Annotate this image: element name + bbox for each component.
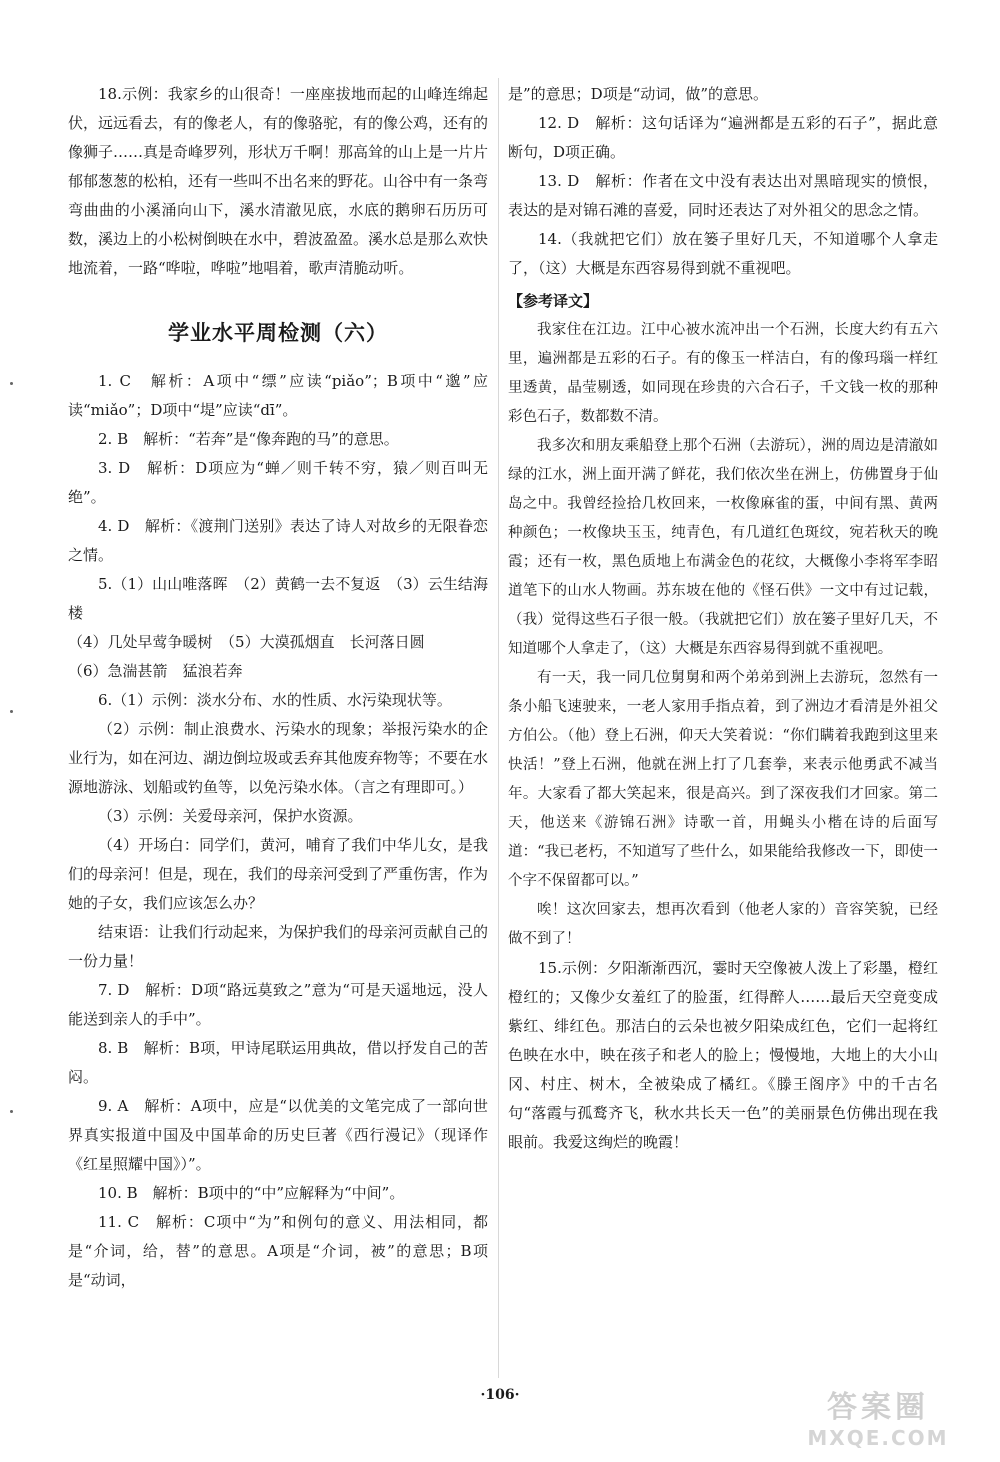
column-divider [498,78,499,1378]
answer-7: 7. D 解析：D项“路远莫致之”意为“可是天遥地远，没人能送到亲人的手中”。 [68,981,488,1028]
answer-3: 3. D 解析：D项应为“蝉／则千转不穷，猿／则百叫无绝”。 [68,459,488,506]
translation-paragraph-4: 唉！这次回家去，想再次看到（他老人家的）音容笑貌，已经做不到了！ [508,902,938,947]
answer-10: 10. B 解析：B项中的“中”应解释为“中间”。 [98,1184,405,1202]
watermark-url: MXQE.COM [807,1426,949,1450]
answer-5-line1: 5.（1）山山唯落晖 （2）黄鹤一去不复返 （3）云生结海楼 [68,575,488,622]
answer-12: 12. D 解析：这句话译为“遍洲都是五彩的石子”，据此意断句，D项正确。 [508,114,938,161]
answer-6-part1: 6.（1）示例：淡水分布、水的性质、水污染现状等。 [98,691,452,709]
watermark-text: 答案圈 [827,1390,929,1425]
section-title: 学业水平周检测（六） [168,321,388,345]
answer-6-part4: （4）开场白：同学们，黄河，哺育了我们中华儿女，是我们的母亲河！但是，现在，我们的母亲河受到了严重伤害，作为她的子女，我们应该怎么办？ [68,836,489,912]
margin-mark [10,710,13,713]
left-column [68,80,488,1295]
translation-paragraph-3: 有一天，我一同几位舅舅和两个弟弟到洲上去游玩，忽然有一条小船飞速驶来，一老人家用手指点着，到了洲边才看清是外祖父方伯公。（他）登上石洲，仰天大笑着说：“你们瞒着我跑到这里来快活！”登上石洲，他就在洲上打了几套拳，来表示他勇武不减当年。大家看了都大笑起来，很是高兴。到了深夜我们才回家。第二天，他送来《游锦石洲》诗歌一首，用蝇头小楷在诗的后面写道：“我已老朽，不知道写了些什么，如果能给我修改一下，即使一个字不保留都可以。” [508,670,938,889]
answer-11: 11. C 解析：C项中“为”和例句的意义、用法相同，都是“介词，给，替”的意思。A项是“介词，被”的意思；B项是“动词， [68,1213,488,1289]
answer-4: 4. D 解析：《渡荆门送别》表达了诗人对故乡的无限眷恋之情。 [68,517,488,564]
right-column [508,80,938,1157]
answer-5-line3: （6）急湍甚箭 猛浪若奔 [68,662,243,680]
answer-11-continued: 是”的意思；D项是“动词，做”的意思。 [508,85,769,103]
answer-8: 8. B 解析：B项，甲诗尾联运用典故，借以抒发自己的苦闷。 [68,1039,488,1086]
answer-1: 1. C 解析：A项中“缥”应读“piǎo”；B项中“邈”应读“miǎo”；D项中“堤”应读“dī”。 [68,372,488,419]
reference-translation-title: 【参考译文】 [508,292,599,310]
answer-6-part2: （2）示例：制止浪费水、污染水的现象；举报污染水的企业行为，如在河边、湖边倒垃圾或丢弃其他废弃物等；不要在水源地游泳、划船或钓鱼等，以免污染水体。（言之有理即可。） [68,720,489,796]
answer-14: 14.（我就把它们）放在篓子里好几天，不知道哪个人拿走了，（这）大概是东西容易得到就不重视吧。 [508,230,938,277]
answer-6-part5: 结束语：让我们行动起来，为保护我们的母亲河贡献自己的一份力量！ [68,923,489,970]
margin-mark [10,1110,13,1113]
translation-paragraph-2: 我多次和朋友乘船登上那个石洲（去游玩），洲的周边是清澈如绿的江水，洲上面开满了鲜花，我们依次坐在洲上，仿佛置身于仙岛之中。我曾经捡拾几枚回来，一枚像麻雀的蛋，中间有黑、黄两种颜色；一枚像块玉玉，纯青色，有几道红色斑纹，宛若秋天的晚霞；还有一枚，黑色质地上布满金色的花纹，大概像小李将军李昭道笔下的山水人物画。苏东坡在他的《怪石供》一文中有过记载，（我）觉得这些石子很一般。（我就把它们）放在篓子里好几天，不知道哪个人拿走了，（这）大概是东西容易得到就不重视吧。 [508,438,938,657]
answer-6-part3: （3）示例：关爱母亲河，保护水资源。 [98,807,363,825]
answer-15: 15.示例：夕阳渐渐西沉，霎时天空像被人泼上了彩墨，橙红橙红的；又像少女羞红了的脸蛋，红得醉人……最后天空竟变成紫红、绯红色。那洁白的云朵也被夕阳染成红色，它们一起将红色映在水中，映在孩子和老人的脸上；慢慢地，大地上的大小山冈、村庄、树木，全被染成了橘红。《滕王阁序》中的千古名句“落霞与孤鹜齐飞，秋水共长天一色”的美丽景色仿佛出现在我眼前。我爱这绚烂的晚霞！ [508,959,938,1151]
answer-2: 2. B 解析：“若奔”是“像奔跑的马”的意思。 [98,430,399,448]
answer-18: 18.示例：我家乡的山很奇！一座座拔地而起的山峰连绵起伏，远远看去，有的像老人，有的像骆驼，有的像公鸡，还有的像狮子……真是奇峰罗列，形状万千啊！那高耸的山上是一片片郁郁葱葱的松柏，还有一些叫不出名来的野花。山谷中有一条弯弯曲曲的小溪涌向山下，溪水清澈见底，水底的鹅卵石历历可数，溪边上的小松树倒映在水中，碧波盈盈。溪水总是那么欢快地流着，一路“哗啦，哗啦”地唱着，歌声清脆动听。 [68,85,489,277]
translation-paragraph-1: 我家住在江边。江中心被水流冲出一个石洲，长度大约有五六里，遍洲都是五彩的石子。有的像玉一样洁白，有的像玛瑙一样红里透黄，晶莹剔透，如同现在珍贵的六合石子，千文钱一枚的那种彩色石子，数都数不清。 [508,322,938,425]
margin-mark [10,382,13,385]
answer-5-line2: （4）几处早莺争暖树 （5）大漠孤烟直 长河落日圆 [68,633,425,651]
page-number: ·106· [480,1387,520,1403]
watermark-logo [778,1382,978,1452]
answer-9: 9. A 解析：A项中，应是“以优美的文笔完成了一部向世界真实报道中国及中国革命的历史巨著《西行漫记》（现译作《红星照耀中国》）”。 [68,1097,488,1173]
answer-13: 13. D 解析：作者在文中没有表达出对黑暗现实的愤恨，表达的是对锦石滩的喜爱，同时还表达了对外祖父的思念之情。 [508,172,938,219]
